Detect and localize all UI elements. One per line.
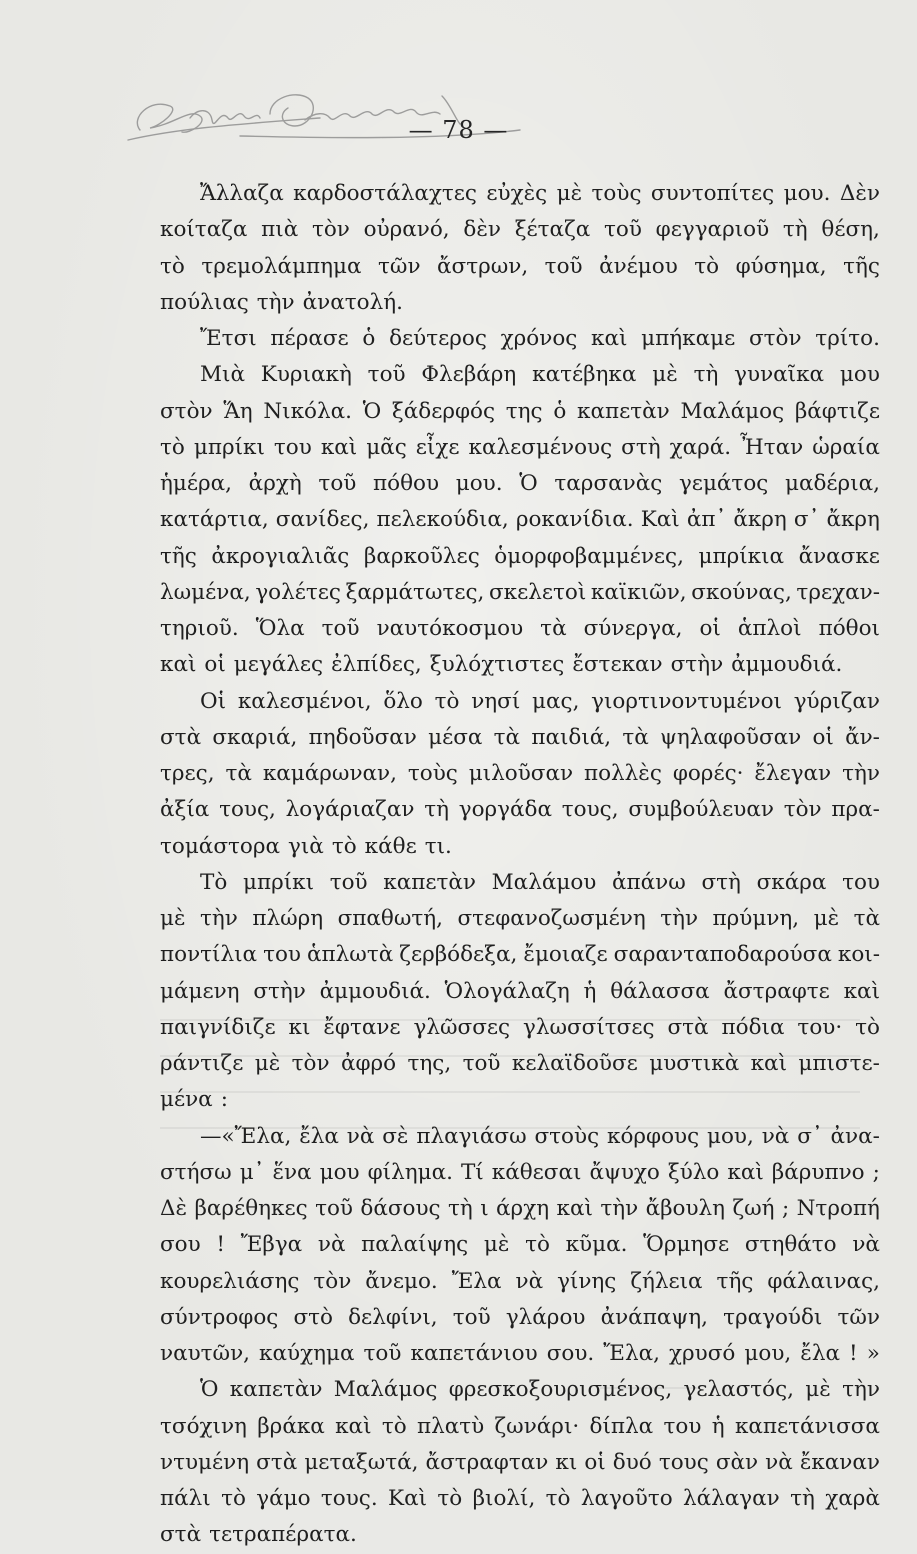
text-line: ντυμένη στὰ μεταξωτά, ἄστραφταν κι οἱ δυό τους σὰν νὰ ἔκαναν (160, 1449, 880, 1475)
text-line: στὰ σκαριά, πηδοῦσαν μέσα τὰ παιδιά, τὰ ψηλαφοῦσαν οἱ ἄν- (160, 724, 880, 750)
text-line: κουρελιάσης τὸν ἄνεμο. Ἔλα νὰ γίνης ζήλεια τῆς φάλαινας, (160, 1268, 880, 1294)
text-line: καὶ οἱ μεγάλες ἐλπίδες, ξυλόχτιστες ἔστεκαν στὴν ἀμμουδιά. (160, 652, 843, 678)
text-line: παιγνίδιζε κι ἔφτανε γλῶσσες γλωσσίτσες στὰ πόδια του· τὸ (160, 1014, 880, 1040)
text-line: Ἔτσι πέρασε ὁ δεύτερος χρόνος καὶ μπήκαμε στὸν τρίτο. (200, 326, 880, 351)
text-line: τὸ τρεμολάμπημα τῶν ἄστρων, τοῦ ἀνέμου τὸ φύσημα, τῆς (160, 253, 880, 279)
text-line: τὸ μπρίκι του καὶ μᾶς εἶχε καλεσμένους στὴ χαρά. Ἦταν ὡραία (160, 434, 880, 460)
text-line: Μιὰ Κυριακὴ τοῦ Φλεβάρη κατέβηκα μὲ τὴ γυναῖκα μου (200, 362, 880, 388)
text-line: μένα : (160, 1087, 228, 1113)
text-line: σου ! Ἔβγα νὰ παλαίψης μὲ τὸ κῦμα. Ὅρμησε στηθάτο νὰ (160, 1232, 880, 1258)
text-line: Ἄλλαζα καρδοστάλαχτες εὐχὲς μὲ τοὺς συντοπίτες μου. Δὲν (200, 181, 880, 206)
text-line: πούλιας τὴν ἀνατολή. (160, 289, 403, 315)
text-line: τηριοῦ. Ὅλα τοῦ ναυτόκοσμου τὰ σύνεργα, οἱ ἁπλοὶ πόθοι (160, 616, 880, 641)
text-line: ράντιζε μὲ τὸν ἀφρό της, τοῦ κελαϊδοῦσε μυστικὰ καὶ μπιστε- (160, 1051, 880, 1076)
text-line: μὲ τὴν πλώρη σπαθωτή, στεφανοζωσμένη τὴν πρύμνη, μὲ τὰ (160, 906, 880, 931)
text-line: τσόχινη βράκα καὶ τὸ πλατὺ ζωνάρι· δίπλα του ἡ καπετάνισσα (160, 1413, 880, 1439)
text-line: Τὸ μπρίκι τοῦ καπετὰν Μαλάμου ἀπάνω στὴ σκάρα του (200, 869, 880, 895)
text-line: τῆς ἀκρογιαλιᾶς βαρκοῦλες ὁμορφοβαμμένες, μπρίκια ἄνασκε (160, 543, 880, 569)
text-line: κοίταζα πιὰ τὸν οὐρανό, δὲν ξέταζα τοῦ φεγγαριοῦ τὴ θέση, (160, 217, 880, 243)
text-line: κατάρτια, σανίδες, πελεκούδια, ροκανίδια. Καὶ ἀπ᾽ ἄκρη σ᾽ ἄκρη (160, 507, 880, 533)
text-line: ἀξία τους, λογάριαζαν τὴ γοργάδα τους, συμβούλευαν τὸν πρα- (160, 797, 880, 823)
text-line: στὰ τετραπέρατα. (160, 1522, 357, 1548)
text-line: —«Ἔλα, ἔλα νὰ σὲ πλαγιάσω στοὺς κόρφους μου, νὰ σ᾽ ἀνα- (200, 1123, 880, 1149)
text-line: στήσω μ᾽ ἕνα μου φίλημα. Τί κάθεσαι ἄψυχο ξύλο καὶ βάρυπνο ; (160, 1159, 880, 1185)
text-line: μάμενη στὴν ἀμμουδιά. Ὁλογάλαζη ἡ θάλασσα ἄστραφτε καὶ (160, 978, 880, 1004)
page-number: — 78 — (408, 116, 509, 144)
text-line: τομάστορα γιὰ τὸ κάθε τι. (160, 833, 452, 859)
text-line: πάλι τὸ γάμο τους. Καὶ τὸ βιολί, τὸ λαγοῦτο λάλαγαν τὴ χαρὰ (160, 1486, 880, 1511)
text-line: ναυτῶν, καύχημα τοῦ καπετάνιου σου. Ἔλα, χρυσό μου, ἔλα ! » (160, 1341, 880, 1366)
text-line: ποντίλια του ἁπλωτὰ ζερβόδεξα, ἔμοιαζε σαρανταποδαρούσα κοι- (160, 942, 880, 968)
text-line: Δὲ βαρέθηκες τοῦ δάσους τὴ ι άρχη καὶ τὴν ἄβουλη ζωή ; Ντροπή (160, 1196, 880, 1221)
body-text (160, 176, 880, 1554)
text-line: σύντροφος στὸ δελφίνι, τοῦ γλάρου ἀνάπαψη, τραγούδι τῶν (160, 1304, 880, 1330)
text-line: Οἱ καλεσμένοι, ὅλο τὸ νησί μας, γιορτινοντυμένοι γύριζαν (200, 688, 880, 714)
text-line: τρες, τὰ καμάρωναν, τοὺς μιλοῦσαν πολλὲς φορές· ἔλεγαν τὴν (160, 761, 880, 786)
text-line: στὸν Ἅη Νικόλα. Ὁ ξάδερφός της ὁ καπετὰν Μαλάμος βάφτιζε (160, 398, 880, 424)
text-line: Ὁ καπετὰν Μαλάμος φρεσκοξουρισμένος, γελαστός, μὲ τὴν (200, 1377, 880, 1403)
text-line: ἡμέρα, ἀρχὴ τοῦ πόθου μου. Ὁ ταρσανὰς γεμάτος μαδέρια, (160, 471, 880, 496)
text-line: λωμένα, γολέτες ξαρμάτωτες, σκελετοὶ καϊκιῶν, σκούνας, τρεχαν- (160, 579, 880, 605)
